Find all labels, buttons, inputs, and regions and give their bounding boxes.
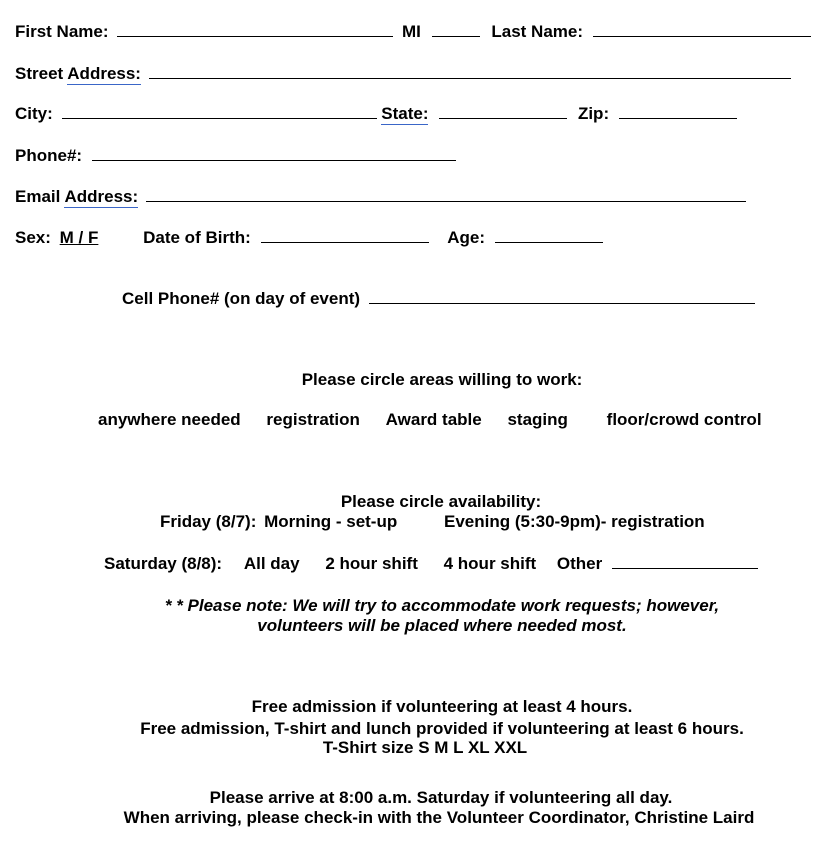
areas-heading: Please circle areas willing to work:	[301, 370, 583, 389]
sex-label: Sex:	[15, 228, 51, 247]
saturday-4-hour-option[interactable]: 4 hour shift	[443, 554, 537, 573]
friday-evening-option[interactable]: Evening (5:30-9pm)- registration	[443, 512, 705, 531]
area-floor-crowd-control[interactable]: floor/crowd control	[606, 410, 762, 429]
tshirt-size-line[interactable]: T-Shirt size S M L XL XXL	[322, 738, 528, 757]
last-name-label: Last Name:	[491, 22, 583, 41]
city-row	[15, 103, 737, 124]
mi-label: MI	[402, 22, 421, 41]
name-row	[15, 21, 811, 42]
saturday-row	[104, 553, 758, 574]
last-name-field[interactable]	[593, 21, 811, 37]
area-award-table[interactable]: Award table	[385, 410, 482, 429]
area-staging[interactable]: staging	[507, 410, 568, 429]
city-label: City:	[15, 104, 53, 123]
email-row	[15, 186, 746, 207]
area-anywhere-needed[interactable]: anywhere needed	[98, 410, 241, 429]
street-label: Street Address:	[15, 64, 141, 83]
friday-row	[160, 512, 705, 532]
benefits-line-2: Free admission, T-shirt and lunch provided if volunteering at least 6 hours.	[140, 719, 744, 738]
friday-morning-option[interactable]: Morning - set-up	[264, 512, 398, 531]
street-row	[15, 63, 791, 84]
zip-field[interactable]	[619, 103, 737, 119]
age-label: Age:	[447, 228, 486, 247]
street-address-field[interactable]	[149, 63, 791, 79]
phone-field[interactable]	[92, 145, 456, 161]
availability-heading: Please circle availability:	[340, 492, 542, 511]
first-name-field[interactable]	[117, 21, 393, 37]
area-registration[interactable]: registration	[266, 410, 360, 429]
benefits-line-1: Free admission if volunteering at least 4 hours.	[251, 697, 633, 716]
friday-label: Friday (8/7):	[160, 512, 257, 531]
note-line-1: * * Please note: We will try to accommodate work requests; however,	[164, 596, 720, 615]
first-name-label: First Name:	[15, 22, 109, 41]
sex-dob-row	[15, 227, 603, 248]
saturday-other-field[interactable]	[612, 553, 758, 569]
saturday-label: Saturday (8/8):	[104, 554, 223, 573]
state-field[interactable]	[439, 103, 567, 119]
dob-label: Date of Birth:	[143, 228, 251, 247]
mi-field[interactable]	[432, 21, 480, 37]
areas-options	[98, 410, 762, 430]
arrival-line-2: When arriving, please check-in with the Volunteer Coordinator, Christine Laird	[123, 808, 755, 827]
email-field[interactable]	[146, 186, 746, 202]
phone-row	[15, 145, 456, 166]
cell-phone-label: Cell Phone# (on day of event)	[122, 289, 361, 308]
cell-row	[122, 288, 755, 309]
phone-label: Phone#:	[15, 146, 83, 165]
city-field[interactable]	[62, 103, 377, 119]
saturday-other-option[interactable]: Other	[556, 554, 603, 573]
dob-field[interactable]	[261, 227, 429, 243]
email-label: Email Address:	[15, 187, 139, 206]
note-line-2: volunteers will be placed where needed most.	[257, 616, 627, 635]
sex-options[interactable]: M / F	[59, 228, 99, 247]
zip-label: Zip:	[577, 104, 610, 123]
saturday-2-hour-option[interactable]: 2 hour shift	[325, 554, 418, 573]
age-field[interactable]	[495, 227, 603, 243]
state-label: State:	[381, 104, 429, 123]
arrival-line-1: Please arrive at 8:00 a.m. Saturday if volunteering all day.	[209, 788, 673, 807]
cell-phone-field[interactable]	[369, 288, 755, 304]
saturday-all-day-option[interactable]: All day	[243, 554, 300, 573]
